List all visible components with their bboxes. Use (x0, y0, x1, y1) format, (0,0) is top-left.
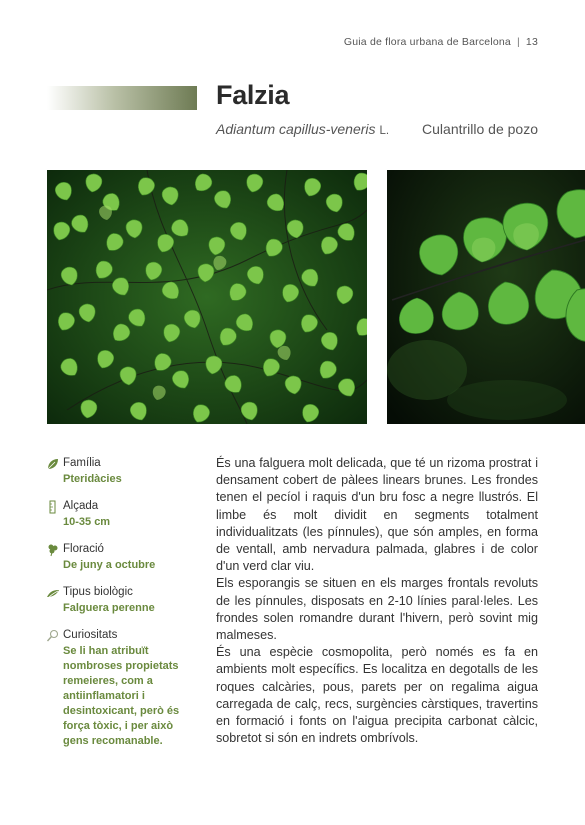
fact-value: Pteridàcies (63, 473, 122, 485)
latin-name: Adiantum capillus-veneris (216, 121, 376, 137)
fact-label: Tipus biològic (63, 586, 133, 598)
fact-value: 10-35 cm (63, 516, 111, 528)
fact-curiosities (46, 628, 196, 749)
running-header: Guia de flora urbana de Barcelona | 13 (343, 36, 538, 48)
description-paragraph: Els esporangis se situen en els marges frontals revoluts de les pínnules, disposats en 2-10 línies paral·leles. Les frondes solen romandre durant l'hivern, però sovint mig malmeses. (216, 576, 538, 643)
fern-photo-dense (47, 170, 367, 424)
author-abbrev: L. (379, 125, 390, 137)
page-number: 13 (525, 36, 538, 48)
leaf-icon (46, 457, 60, 471)
fact-value: Se li han atribuït nombroses propietats remeieres, com a antiinflamatori i desintoxicant, però és força tòxic, i per això gens recomanable. (63, 645, 180, 747)
fact-value: De juny a octubre (63, 559, 156, 571)
fact-label: Alçada (63, 500, 99, 512)
ruler-icon (46, 500, 60, 514)
fern-photo-closeup (387, 170, 585, 424)
fact-family (46, 456, 196, 487)
magnifier-icon (46, 629, 60, 643)
guide-title: Guia de flora urbana de Barcelona (343, 36, 511, 48)
description-paragraph: És una falguera molt delicada, que té un rizoma prostrat i densament cobert de pàlees linears brunes. Les frondes tenen el pecíol i raquis d'un bru fosc a negre llustrós. El limbe és molt dividit en segments totalment individualitzats (les pínnules), que són amples, en forma de ventall, amb nervadura palmada, glabres i de color d'un verd clar viu. (216, 456, 538, 574)
fact-label: Curiositats (63, 629, 118, 641)
plant-icon (46, 586, 60, 600)
species-description (216, 455, 538, 747)
common-name: Culantrillo de pozo (422, 121, 538, 137)
species-name: Falzia (216, 80, 290, 110)
fact-height (46, 499, 196, 530)
fact-life-form (46, 585, 196, 616)
fact-sidebar (46, 456, 196, 761)
fact-label: Floració (63, 543, 104, 555)
fact-value: Falguera perenne (63, 602, 155, 614)
description-paragraph: És una espècie cosmopolita, però només es fa en ambients molt específics. Es localitza en degotalls de les roques calcàries, pous, parets per on regalima aigua carregada de calç, recs, surgències càrstiques, travertins en formació i fonts on l'aigua precipita carbonat càlcic, sobretot si són en indrets ombrívols. (216, 645, 538, 746)
flower-icon (46, 543, 60, 557)
fact-flowering (46, 542, 196, 573)
species-subtitle (216, 121, 538, 137)
title-gradient-bar (47, 86, 197, 110)
fact-label: Família (63, 457, 101, 469)
